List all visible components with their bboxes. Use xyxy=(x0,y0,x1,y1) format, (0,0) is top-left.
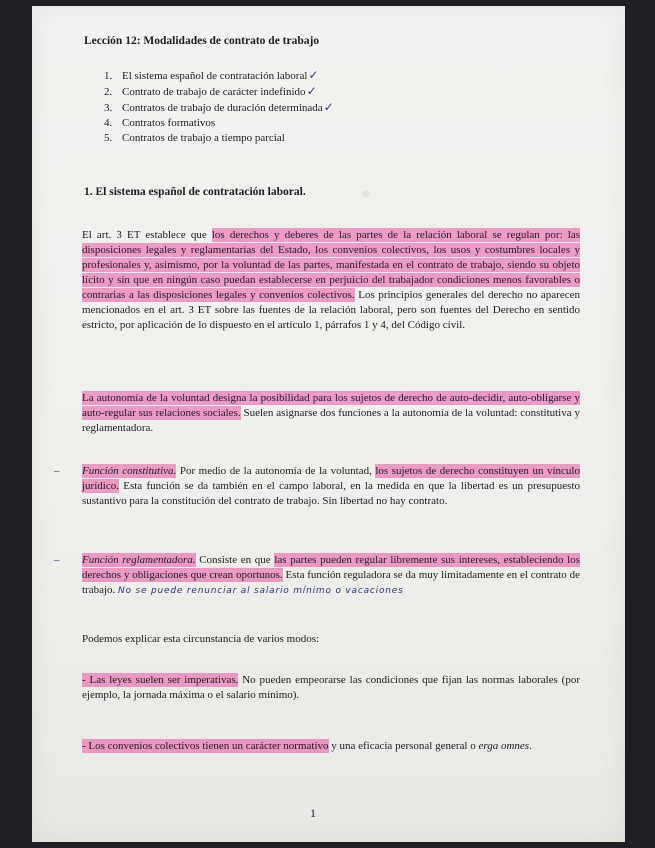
toc-item: 5. Contratos de trabajo a tiempo parcial xyxy=(104,132,285,144)
paragraph-intro-modes: Podemos explicar esta circunstancia de varios modos: xyxy=(82,633,320,645)
handwritten-dash: – xyxy=(54,465,60,477)
toc-item: 4. Contratos formativos xyxy=(104,117,216,129)
toc-item: 1. El sistema español de contratación laboral✓ xyxy=(104,68,319,82)
table-of-contents xyxy=(104,68,334,146)
paragraph-agreements: - Los convenios colectivos tienen un carácter normativo y una eficacia personal general o erga omnes. xyxy=(82,740,532,752)
highlight: La autonomía de la voluntad designa la posibilidad para los sujetos de derecho de auto-decidir, auto-obligarse y auto-regular sus relaciones sociales. xyxy=(82,392,580,419)
paragraph-autonomy: La autonomía de la voluntad designa la posibilidad para los sujetos de derecho de auto-decidir, auto-obligarse y auto-regular sus relaciones sociales. Suelen asignarse dos funciones a la autonomía de la voluntad: constitutiva y reglamentadora. xyxy=(82,392,580,434)
handwritten-dash: – xyxy=(54,554,60,566)
highlight: los sujetos de derecho constituyen un vínculo jurídico. xyxy=(82,465,580,492)
paragraph-constitutive: Función constitutiva. Por medio de la autonomía de la voluntad, los sujetos de derecho constituyen un vínculo jurídico. Esta función se da también en el campo laboral, en la medida en que la libertad es un presupuesto sustantivo para la constitución del contrato de trabajo. Sin libertad no hay contrato. xyxy=(82,465,580,507)
toc-item: 2. Contrato de trabajo de carácter indefinido✓ xyxy=(104,84,317,98)
paper-speck xyxy=(362,190,370,198)
highlight: los derechos y deberes de las partes de la relación laboral se regulan por: las disposiciones legales y reglamentarias del Estado, los convenios colectivos, los usos y costumbres locales y profesionales y, asimismo, por la voluntad de las partes, manifestada en el contrato de trabajo, siendo su objeto lícito y sin que en ningún caso puedan establecerse en perjuicio del trabajador condiciones menos favorables o contrarias a las disposiciones legales y convenios colectivos. xyxy=(82,229,580,301)
checkmark-icon: ✓ xyxy=(308,68,319,82)
handwritten-note: No se puede renunciar al salario mínimo o vacaciones xyxy=(118,586,404,596)
section-heading: 1. El sistema español de contratación laboral. xyxy=(84,186,306,198)
lesson-title: Lección 12: Modalidades de contrato de trabajo xyxy=(84,35,320,47)
checkmark-icon: ✓ xyxy=(323,100,334,114)
highlight: las partes pueden regular libremente sus intereses, estableciendo los derechos y obligaciones que crean oportunos. xyxy=(82,554,580,581)
paragraph-sources: El art. 3 ET establece que los derechos y deberes de las partes de la relación laboral se regulan por: las disposiciones legales y reglamentarias del Estado, los convenios colectivos, los usos y costumbres locales y profesionales y, asimismo, por la voluntad de las partes, manifestada en el contrato de trabajo, siendo su objeto lícito y sin que en ningún caso puedan establecerse en perjuicio del trabajador condiciones menos favorables o contrarias a las disposiciones legales y convenios colectivos. Los principios generales del derecho no aparecen mencionados en el art. 3 ET sobre las fuentes de la relación laboral, pero son fuentes del Derecho en sentido estricto, por aplicación de lo dispuesto en el artículo 1, párrafos 1 y 4, del Código civil. xyxy=(82,229,580,331)
highlight: - Las leyes suelen ser imperativas. xyxy=(82,674,239,686)
paragraph-laws: - Las leyes suelen ser imperativas. No pueden empeorarse las condiciones que fijan las normas laborales (por ejemplo, la jornada máxima o el salario mínimo). xyxy=(82,674,580,701)
paragraph-regulatory: Función reglamentadora. Consiste en que las partes pueden regular libremente sus intereses, estableciendo los derechos y obligaciones que crean oportunos. Esta función reguladora se da muy limitadamente en el contrato de trabajo. No se puede renunciar al salario mínimo o vacaciones xyxy=(82,554,580,596)
highlight: Función constitutiva. xyxy=(82,465,177,477)
page-number: 1 xyxy=(310,806,316,820)
highlight: Función reglamentadora. xyxy=(82,554,196,566)
document-page xyxy=(32,6,625,842)
highlight: - Los convenios colectivos tienen un carácter normativo xyxy=(82,740,329,752)
toc-item: 3. Contratos de trabajo de duración determinada✓ xyxy=(104,100,334,114)
checkmark-icon: ✓ xyxy=(306,84,317,98)
